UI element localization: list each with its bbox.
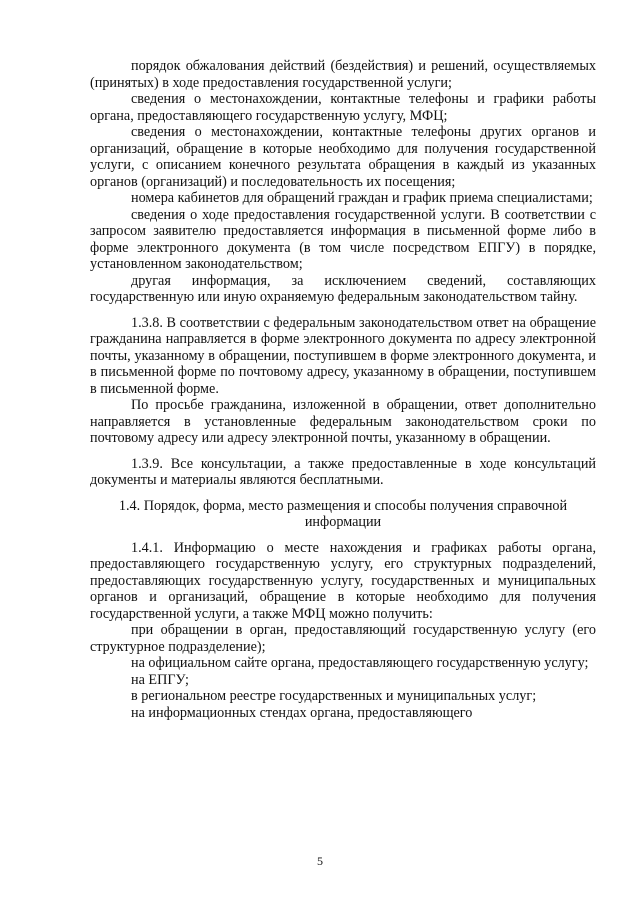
paragraph-1-3-8: 1.3.8. В соответствии с федеральным законодательством ответ на обращение гражданина направляется в форме электронного документа по адресу электронной почты, указанному в обращении, поступившем в форме электронного документа, и в письменной форме по почтовому адресу, указанному в обращении, поступившем в письменной форме.: [90, 314, 596, 397]
paragraph-authority-contacts: сведения о местонахождении, контактные телефоны и графики работы органа, предоставляющего государственную услугу, МФЦ;: [90, 91, 596, 124]
section-heading-1-4: 1.4. Порядок, форма, место размещения и способы получения справочной информации: [118, 497, 568, 530]
document-body: [90, 58, 596, 721]
paragraph-other-information: другая информация, за исключением сведений, составляющих государственную или иную охраняемую федеральным законодательством тайну.: [90, 272, 596, 305]
paragraph-regional-registry: в региональном реестре государственных и муниципальных услуг;: [131, 688, 537, 704]
paragraph-1-4-1: 1.4.1. Информацию о месте нахождения и графиках работы органа, предоставляющего государственную услугу, его структурных подразделений, предоставляющих государственную услугу, государственных и муниципальных органов и организаций, обращение в которые необходимо для получения государственной услуги, а также МФЦ можно получить:: [90, 539, 596, 622]
paragraph-info-stands: на информационных стендах органа, предоставляющего: [131, 704, 473, 721]
page-number: 5: [317, 854, 323, 868]
paragraph-appeal-procedure: порядок обжалования действий (бездействия) и решений, осуществляемых (принятых) в ходе предоставления государственной услуги;: [90, 58, 596, 91]
paragraph-service-progress: сведения о ходе предоставления государственной услуги. В соответствии с запросом заявителю предоставляется информация в письменной форме либо в форме электронного документа (в том числе посредством ЕПГУ) в порядке, установленном законодательством;: [90, 206, 596, 272]
paragraph-epgu: на ЕПГУ;: [131, 671, 189, 688]
paragraph-office-numbers: номера кабинетов для обращений граждан и график приема специалистами;: [131, 190, 593, 206]
paragraph-other-organizations: сведения о местонахождении, контактные телефоны других органов и организаций, обращение в которые необходимо для получения государственной услуги, с описанием конечного результата обращения в каждый из указанных органов (организаций) и последовательность их посещения;: [90, 124, 596, 190]
paragraph-1-3-9: 1.3.9. Все консультации, а также предоставленные в ходе консультаций документы и материалы являются бесплатными.: [90, 455, 596, 488]
paragraph-citizen-request: По просьбе гражданина, изложенной в обращении, ответ дополнительно направляется в установленные федеральным законодательством сроки по почтовому адресу или адресу электронной почты, указанному в обращении.: [90, 397, 596, 446]
paragraph-in-person: при обращении в орган, предоставляющий государственную услугу (его структурное подразделение);: [90, 622, 596, 655]
paragraph-official-site: на официальном сайте органа, предоставляющего государственную услугу;: [131, 655, 589, 671]
